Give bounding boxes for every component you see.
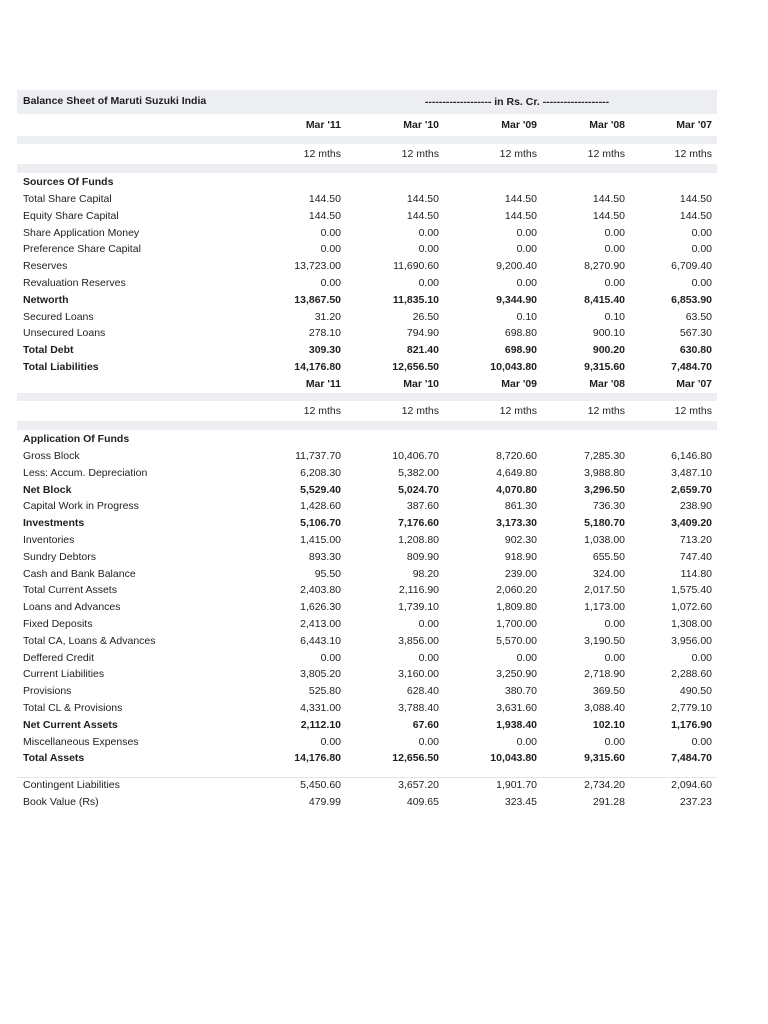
unit-label: ------------------- in Rs. Cr. ------------------- bbox=[424, 96, 610, 108]
row-value-3: 3,173.30 bbox=[496, 517, 537, 530]
row-label-miscellaneous-expenses: Miscellaneous Expenses bbox=[23, 735, 139, 748]
table-row bbox=[17, 683, 717, 700]
row-label-networth: Networth bbox=[23, 293, 69, 306]
row-value-4: 8,270.90 bbox=[584, 260, 625, 273]
period-col-1: Mar '11 bbox=[305, 119, 341, 131]
table-row bbox=[17, 549, 717, 566]
row-label-secured-loans: Secured Loans bbox=[23, 310, 94, 323]
row-value-4: 8,415.40 bbox=[584, 293, 625, 306]
duration-col-2: 12 mths bbox=[401, 405, 439, 417]
row-value-2: 0.00 bbox=[418, 735, 439, 748]
table-row bbox=[17, 582, 717, 599]
row-value-4: 2,017.50 bbox=[584, 584, 625, 597]
table-row bbox=[17, 241, 717, 258]
row-label-reserves: Reserves bbox=[23, 260, 68, 273]
row-value-4: 324.00 bbox=[592, 567, 625, 580]
row-value-5: 3,409.20 bbox=[671, 517, 712, 530]
row-value-3: 10,043.80 bbox=[490, 752, 537, 765]
table-row bbox=[17, 275, 717, 292]
row-value-5: 6,853.90 bbox=[671, 293, 712, 306]
row-value-1: 1,415.00 bbox=[300, 534, 341, 546]
spacer-band bbox=[17, 421, 717, 430]
row-value-1: 5,529.40 bbox=[300, 483, 341, 496]
row-value-4: 0.00 bbox=[604, 243, 625, 256]
table-row bbox=[17, 309, 717, 326]
row-value-1: 525.80 bbox=[308, 685, 341, 698]
row-value-2: 144.50 bbox=[406, 209, 439, 222]
row-value-5: 1,308.00 bbox=[671, 618, 712, 630]
spacer-band bbox=[17, 393, 717, 401]
section-heading-application: Application Of Funds bbox=[23, 433, 130, 445]
row-value-3: 0.00 bbox=[516, 243, 537, 256]
row-value-3: 9,344.90 bbox=[496, 293, 537, 306]
row-value-5: 2,659.70 bbox=[671, 483, 712, 496]
row-value-1: 14,176.80 bbox=[294, 361, 341, 373]
row-value-5: 63.50 bbox=[685, 310, 712, 323]
row-value-4: 3,190.50 bbox=[584, 634, 625, 647]
row-value-2: 409.65 bbox=[406, 795, 439, 808]
period-col-3: Mar '09 bbox=[501, 119, 537, 131]
row-value-3: 902.30 bbox=[504, 534, 537, 546]
row-value-3: 1,809.80 bbox=[496, 601, 537, 614]
row-value-2: 98.20 bbox=[412, 567, 439, 580]
row-value-3: 1,901.70 bbox=[496, 779, 537, 791]
row-value-3: 4,070.80 bbox=[496, 483, 537, 496]
row-value-2: 12,656.50 bbox=[392, 361, 439, 373]
row-label-inventories: Inventories bbox=[23, 534, 75, 546]
row-value-3: 0.00 bbox=[516, 735, 537, 748]
duration-col-5: 12 mths bbox=[674, 405, 712, 417]
row-value-3: 0.00 bbox=[516, 651, 537, 664]
row-value-3: 144.50 bbox=[504, 209, 537, 222]
row-value-4: 7,285.30 bbox=[584, 450, 625, 462]
row-value-1: 4,331.00 bbox=[300, 702, 341, 714]
row-value-2: 3,657.20 bbox=[398, 779, 439, 791]
row-label-total-debt: Total Debt bbox=[23, 344, 74, 357]
duration-col-1: 12 mths bbox=[303, 405, 341, 417]
row-value-1: 144.50 bbox=[308, 193, 341, 205]
row-value-5: 713.20 bbox=[679, 534, 712, 546]
row-label-preference-share-capital: Preference Share Capital bbox=[23, 243, 141, 256]
row-value-3: Mar '09 bbox=[501, 377, 537, 390]
row-value-3: 0.00 bbox=[516, 226, 537, 239]
row-label-total-liabilities: Total Liabilities bbox=[23, 361, 99, 373]
row-label-net-block: Net Block bbox=[23, 483, 72, 496]
row-value-5: 0.00 bbox=[691, 277, 712, 289]
row-value-1: 2,403.80 bbox=[300, 584, 341, 597]
row-label-equity-share-capital: Equity Share Capital bbox=[23, 209, 119, 222]
table-row bbox=[17, 515, 717, 532]
row-value-2: 3,856.00 bbox=[398, 634, 439, 647]
row-value-5: 1,072.60 bbox=[671, 601, 712, 614]
row-value-4: 144.50 bbox=[592, 209, 625, 222]
row-label-less-accum-depreciation: Less: Accum. Depreciation bbox=[23, 466, 148, 479]
row-value-1: 1,428.60 bbox=[300, 500, 341, 513]
row-value-2: 0.00 bbox=[418, 226, 439, 239]
row-label-net-current-assets: Net Current Assets bbox=[23, 718, 118, 731]
duration-col-2: 12 mths bbox=[401, 148, 439, 160]
table-row bbox=[17, 700, 717, 717]
row-value-4: 0.00 bbox=[604, 618, 625, 630]
row-value-4: 102.10 bbox=[592, 718, 625, 731]
row-value-5: 567.30 bbox=[679, 327, 712, 340]
period-header-row bbox=[17, 117, 717, 134]
row-value-3: 1,938.40 bbox=[496, 718, 537, 731]
row-value-2: 3,160.00 bbox=[398, 668, 439, 681]
row-value-3: 698.80 bbox=[504, 327, 537, 340]
row-value-3: 3,250.90 bbox=[496, 668, 537, 681]
row-value-3: 918.90 bbox=[504, 550, 537, 563]
row-value-2: 11,835.10 bbox=[392, 293, 439, 306]
row-value-4: 291.28 bbox=[592, 795, 625, 808]
section-heading-row bbox=[17, 174, 717, 191]
table-row bbox=[17, 258, 717, 275]
row-value-4: Mar '08 bbox=[589, 377, 625, 390]
row-value-4: 5,180.70 bbox=[584, 517, 625, 530]
row-label-total-ca-loans-advances: Total CA, Loans & Advances bbox=[23, 634, 156, 647]
row-value-4: 900.20 bbox=[592, 344, 625, 357]
row-value-2: 387.60 bbox=[406, 500, 439, 513]
row-value-2: 0.00 bbox=[418, 618, 439, 630]
table-row bbox=[17, 777, 717, 794]
row-value-1: 0.00 bbox=[320, 651, 341, 664]
table-row bbox=[17, 342, 717, 359]
row-value-5: 490.50 bbox=[679, 685, 712, 698]
row-value-5: 0.00 bbox=[691, 243, 712, 256]
row-label-investments: Investments bbox=[23, 517, 85, 530]
row-value-1: 0.00 bbox=[320, 243, 341, 256]
row-value-5: 1,575.40 bbox=[671, 584, 712, 597]
row-label-unsecured-loans: Unsecured Loans bbox=[23, 327, 106, 340]
table-row bbox=[17, 599, 717, 616]
spacer-band bbox=[17, 164, 717, 173]
row-value-1: 14,176.80 bbox=[294, 752, 341, 765]
row-label-provisions: Provisions bbox=[23, 685, 72, 698]
row-value-5: 2,288.60 bbox=[671, 668, 712, 681]
row-value-2: Mar '10 bbox=[403, 377, 439, 390]
row-value-2: 67.60 bbox=[412, 718, 439, 731]
row-value-1: 309.30 bbox=[308, 344, 341, 357]
row-value-4: 369.50 bbox=[592, 685, 625, 698]
row-value-1: 6,443.10 bbox=[300, 634, 341, 647]
row-value-1: 11,737.70 bbox=[295, 450, 341, 462]
row-label-gross-block: Gross Block bbox=[23, 450, 80, 462]
period-col-2: Mar '10 bbox=[403, 119, 439, 131]
row-value-3: 10,043.80 bbox=[490, 361, 537, 373]
duration-row bbox=[17, 146, 717, 163]
duration-col-3: 12 mths bbox=[499, 148, 537, 160]
row-value-1: Mar '11 bbox=[305, 377, 341, 390]
row-value-1: 0.00 bbox=[320, 226, 341, 239]
table-row bbox=[17, 794, 717, 811]
row-value-5: 144.50 bbox=[679, 193, 712, 205]
duration-col-1: 12 mths bbox=[303, 148, 341, 160]
row-value-2: 0.00 bbox=[418, 243, 439, 256]
row-value-3: 698.90 bbox=[504, 344, 537, 357]
row-value-5: 0.00 bbox=[691, 226, 712, 239]
row-value-2: 11,690.60 bbox=[393, 260, 439, 273]
row-value-3: 9,200.40 bbox=[496, 260, 537, 273]
row-value-2: 628.40 bbox=[406, 685, 439, 698]
row-value-2: 144.50 bbox=[406, 193, 439, 205]
row-value-2: 12,656.50 bbox=[392, 752, 439, 765]
row-value-4: 1,038.00 bbox=[584, 534, 625, 546]
row-value-2: 794.90 bbox=[406, 327, 439, 340]
row-label-contingent-liabilities: Contingent Liabilities bbox=[23, 779, 120, 791]
table-row bbox=[17, 666, 717, 683]
row-value-1: 13,867.50 bbox=[294, 293, 341, 306]
row-value-1: 31.20 bbox=[314, 310, 341, 323]
row-value-1: 0.00 bbox=[320, 735, 341, 748]
row-label-total-assets: Total Assets bbox=[23, 752, 85, 765]
table-row bbox=[17, 225, 717, 242]
row-value-2: 3,788.40 bbox=[398, 702, 439, 714]
row-value-4: 2,734.20 bbox=[584, 779, 625, 791]
duration-col-3: 12 mths bbox=[499, 405, 537, 417]
row-value-1: 893.30 bbox=[308, 550, 341, 563]
table-row bbox=[17, 734, 717, 751]
table-row bbox=[17, 191, 717, 208]
row-value-4: 2,718.90 bbox=[584, 668, 625, 681]
table-row bbox=[17, 376, 717, 393]
row-value-4: 0.00 bbox=[604, 226, 625, 239]
row-value-3: 144.50 bbox=[504, 193, 537, 205]
row-value-1: 95.50 bbox=[314, 567, 341, 580]
row-value-1: 0.00 bbox=[320, 277, 341, 289]
row-label-fixed-deposits: Fixed Deposits bbox=[23, 618, 93, 630]
row-value-1: 479.99 bbox=[308, 795, 341, 808]
table-row bbox=[17, 566, 717, 583]
row-label-revaluation-reserves: Revaluation Reserves bbox=[23, 277, 126, 289]
row-value-2: 821.40 bbox=[406, 344, 439, 357]
row-value-4: 3,296.50 bbox=[584, 483, 625, 496]
row-value-5: 0.00 bbox=[691, 735, 712, 748]
row-value-1: 278.10 bbox=[308, 327, 341, 340]
row-value-5: 0.00 bbox=[691, 651, 712, 664]
row-value-2: 5,024.70 bbox=[398, 483, 439, 496]
row-value-3: 0.00 bbox=[516, 277, 537, 289]
row-value-2: 5,382.00 bbox=[398, 466, 439, 479]
row-value-4: 736.30 bbox=[592, 500, 625, 513]
row-value-4: 9,315.60 bbox=[584, 752, 625, 765]
row-label-capital-work-in-progress: Capital Work in Progress bbox=[23, 500, 139, 513]
row-value-1: 2,413.00 bbox=[300, 618, 341, 630]
table-row bbox=[17, 482, 717, 499]
duration-col-4: 12 mths bbox=[587, 405, 625, 417]
row-value-4: 655.50 bbox=[592, 550, 625, 563]
row-value-3: 323.45 bbox=[504, 795, 537, 808]
section-heading-row bbox=[17, 431, 717, 448]
table-row bbox=[17, 650, 717, 667]
row-value-5: 3,487.10 bbox=[671, 466, 712, 479]
row-value-1: 2,112.10 bbox=[300, 718, 341, 731]
row-value-4: 900.10 bbox=[592, 327, 625, 340]
row-value-5: 1,176.90 bbox=[671, 718, 712, 731]
row-label-current-liabilities: Current Liabilities bbox=[23, 668, 105, 681]
row-value-3: 3,631.60 bbox=[496, 702, 537, 714]
table-row bbox=[17, 359, 717, 376]
row-label-cash-and-bank-balance: Cash and Bank Balance bbox=[23, 567, 136, 580]
row-value-5: 630.80 bbox=[679, 344, 712, 357]
spacer-band bbox=[17, 136, 717, 144]
duration-row-2 bbox=[17, 403, 717, 420]
row-value-5: 238.90 bbox=[679, 500, 712, 513]
table-row bbox=[17, 532, 717, 549]
row-value-1: 1,626.30 bbox=[300, 601, 341, 614]
row-label-loans-and-advances: Loans and Advances bbox=[23, 601, 121, 614]
row-label-total-current-assets: Total Current Assets bbox=[23, 584, 117, 597]
row-value-4: 3,088.40 bbox=[584, 702, 625, 714]
row-label-share-application-money: Share Application Money bbox=[23, 226, 140, 239]
row-value-3: 380.70 bbox=[504, 685, 537, 698]
row-value-3: 5,570.00 bbox=[496, 634, 537, 647]
section-heading-sources: Sources Of Funds bbox=[23, 176, 114, 188]
row-value-1: 6,208.30 bbox=[300, 466, 341, 479]
duration-col-5: 12 mths bbox=[674, 148, 712, 160]
row-value-2: 0.00 bbox=[418, 277, 439, 289]
row-label-sundry-debtors: Sundry Debtors bbox=[23, 550, 96, 563]
table-row bbox=[17, 633, 717, 650]
row-value-3: 4,649.80 bbox=[496, 466, 537, 479]
row-value-3: 861.30 bbox=[504, 500, 537, 513]
duration-col-4: 12 mths bbox=[587, 148, 625, 160]
row-value-5: 114.80 bbox=[680, 567, 712, 580]
row-value-1: 13,723.00 bbox=[294, 260, 341, 273]
table-row bbox=[17, 448, 717, 465]
row-value-3: 1,700.00 bbox=[496, 618, 537, 630]
table-row bbox=[17, 616, 717, 633]
row-value-4: 0.10 bbox=[604, 310, 625, 323]
row-value-4: 0.00 bbox=[604, 735, 625, 748]
table-row bbox=[17, 498, 717, 515]
row-value-4: 0.00 bbox=[604, 651, 625, 664]
table-row bbox=[17, 325, 717, 342]
row-value-3: 239.00 bbox=[504, 567, 537, 580]
row-value-5: 747.40 bbox=[679, 550, 712, 563]
row-value-1: 5,450.60 bbox=[300, 779, 341, 791]
table-row bbox=[17, 208, 717, 225]
period-col-4: Mar '08 bbox=[589, 119, 625, 131]
row-value-4: 1,173.00 bbox=[584, 601, 625, 614]
row-value-5: 237.23 bbox=[679, 795, 712, 808]
row-value-1: 3,805.20 bbox=[300, 668, 341, 681]
row-value-5: 144.50 bbox=[679, 209, 712, 222]
row-label-total-share-capital: Total Share Capital bbox=[23, 193, 112, 205]
row-value-5: 2,779.10 bbox=[671, 702, 712, 714]
row-value-2: 1,208.80 bbox=[398, 534, 439, 546]
row-value-2: 2,116.90 bbox=[398, 584, 439, 597]
row-value-2: 809.90 bbox=[406, 550, 439, 563]
row-value-2: 0.00 bbox=[418, 651, 439, 664]
row-value-4: 3,988.80 bbox=[584, 466, 625, 479]
row-value-5: Mar '07 bbox=[676, 377, 712, 390]
table-row bbox=[17, 750, 717, 767]
row-value-5: 7,484.70 bbox=[671, 752, 712, 765]
row-label-total-cl-provisions: Total CL & Provisions bbox=[23, 702, 123, 714]
table-row bbox=[17, 292, 717, 309]
row-label-deffered-credit: Deffered Credit bbox=[23, 651, 95, 664]
table-row bbox=[17, 717, 717, 734]
row-value-5: 6,146.80 bbox=[671, 450, 712, 462]
row-value-3: 8,720.60 bbox=[496, 450, 537, 462]
row-value-4: 9,315.60 bbox=[584, 361, 625, 373]
row-value-1: 5,106.70 bbox=[300, 517, 341, 530]
row-value-3: 2,060.20 bbox=[496, 584, 537, 597]
row-value-2: 26.50 bbox=[412, 310, 439, 323]
row-value-4: 0.00 bbox=[604, 277, 625, 289]
row-value-2: 1,739.10 bbox=[398, 601, 439, 614]
row-label-book-value-rs: Book Value (Rs) bbox=[23, 795, 99, 808]
row-value-5: 3,956.00 bbox=[671, 634, 712, 647]
period-col-5: Mar '07 bbox=[676, 119, 712, 131]
row-value-1: 144.50 bbox=[308, 209, 341, 222]
sheet-title: Balance Sheet of Maruti Suzuki India bbox=[23, 95, 207, 107]
row-value-4: 144.50 bbox=[592, 193, 625, 205]
row-value-2: 10,406.70 bbox=[392, 450, 439, 462]
row-value-5: 6,709.40 bbox=[671, 260, 712, 273]
row-value-3: 0.10 bbox=[516, 310, 537, 323]
row-value-5: 7,484.70 bbox=[671, 361, 712, 373]
table-row bbox=[17, 465, 717, 482]
row-value-5: 2,094.60 bbox=[671, 779, 712, 791]
row-value-2: 7,176.60 bbox=[398, 517, 439, 530]
